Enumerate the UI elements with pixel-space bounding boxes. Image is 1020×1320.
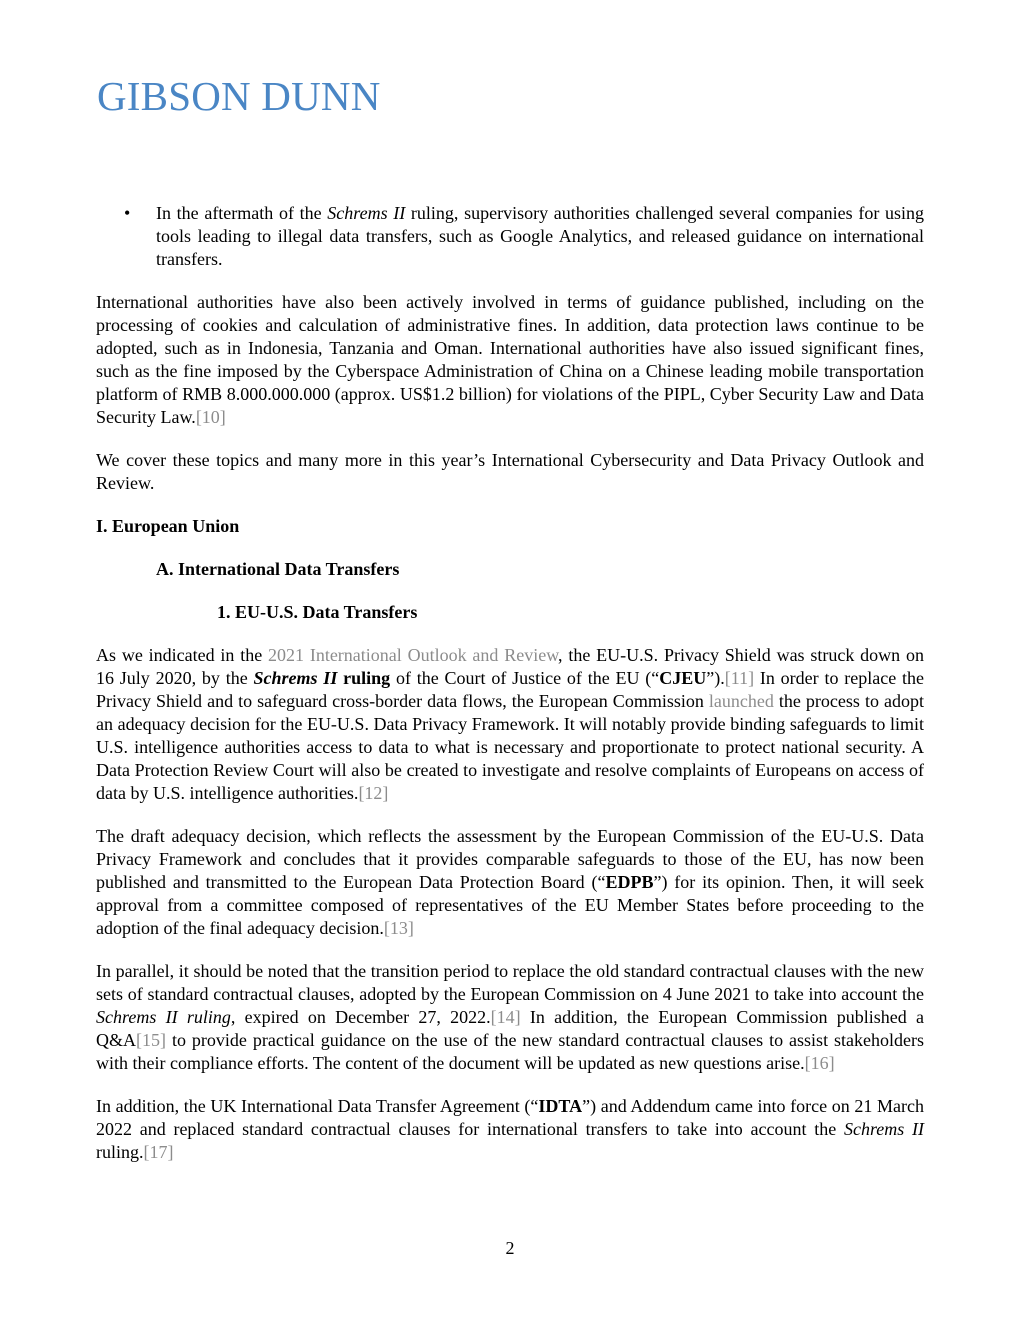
defined-term: EDPB (605, 872, 654, 892)
case-name: Schrems II (253, 668, 338, 688)
paragraph-international-authorities (96, 291, 924, 429)
text-run: , expired on December 27, 2022. (230, 1007, 491, 1027)
text-run: In addition, the European Commission published a Q&A (96, 1007, 924, 1050)
text-run: In order to replace the Privacy Shield and to safeguard cross-border data flows, the European Commission (96, 668, 925, 711)
case-name: Schrems II ruling (96, 1007, 231, 1027)
case-name: Schrems II (327, 203, 406, 223)
document-body (96, 202, 924, 1184)
text-run: In the aftermath of the (156, 203, 328, 223)
text-run: ”) and Addendum came into force on 21 March 2022 and replaced standard contractual clauses for international transfers to take into account the (96, 1096, 925, 1139)
firm-logo: GIBSON DUNN (97, 73, 381, 119)
defined-term: IDTA (538, 1096, 583, 1116)
heading-european-union: I. European Union (96, 516, 240, 536)
paragraph-topics (96, 449, 924, 495)
paragraph-uk-idta (96, 1095, 924, 1164)
footnote-link-11[interactable]: [11] (724, 668, 755, 688)
defined-term: CJEU (659, 668, 707, 688)
text-run: the process to adopt an adequacy decision for the EU-U.S. Data Privacy Framework. It will notably provide binding safeguards to limit U.S. intelligence authorities access to data to what is necessary and proportionate to protect national security. A Data Protection Review Court will also be created to investigate and resolve complaints of Europeans on access of data by U.S. intelligence authorities. (96, 691, 924, 803)
text-run: As we indicated in the (96, 645, 269, 665)
text-run: ”) for its opinion. Then, it will seek approval from a committee composed of representatives of the EU Member States before proceeding to the adoption of the final adequacy decision. (96, 872, 924, 938)
heading-international-data-transfers: A. International Data Transfers (156, 559, 400, 579)
paragraph-privacy-shield (96, 644, 924, 805)
text-run: ”). (706, 668, 725, 688)
text-run: to provide practical guidance on the use of the new standard contractual clauses to assist stakeholders with their compliance efforts. The content of the document will be updated as new questions arise. (96, 1030, 924, 1073)
paragraph-standard-clauses (96, 960, 924, 1075)
footnote-link-10[interactable]: [10] (195, 407, 226, 427)
footnote-link-17[interactable]: [17] (143, 1142, 174, 1162)
bullet-item (96, 202, 924, 271)
launched-link[interactable]: launched (708, 691, 774, 711)
text-run: , the EU-U.S. Privacy Shield was struck down on 16 July 2020, by the (96, 645, 924, 688)
footnote-link-16[interactable]: [16] (804, 1053, 835, 1073)
footnote-link-12[interactable]: [12] (358, 783, 389, 803)
text-run: International authorities have also been actively involved in terms of guidance published, including on the processing of cookies and calculation of administrative fines. In addition, data protection laws continue to be adopted, such as in Indonesia, Tanzania and Oman. International authorities have also issued significant fines, such as the fine imposed by the Cyberspace Administration of China on a Chinese leading mobile transportation platform of RMB 8.000.000.000 (approx. US$1.2 billion) for violations of the PIPL, Cyber Security Law and Data Security Law. (96, 292, 924, 427)
footnote-link-13[interactable]: [13] (383, 918, 414, 938)
bullet-marker: • (124, 203, 131, 223)
paragraph-draft-adequacy (96, 825, 924, 940)
text-run: ruling, supervisory authorities challenged several companies for using tools leading to illegal data transfers, such as Google Analytics, and released guidance on international transfers. (156, 203, 924, 269)
text-run: The draft adequacy decision, which reflects the assessment by the European Commission of the EU-U.S. Data Privacy Framework and concludes that it provides comparable safeguards to those of the EU, has now been published and transmitted to the European Data Protection Board (“ (96, 826, 924, 892)
page-number: 2 (505, 1238, 515, 1258)
case-name: Schrems II (843, 1119, 924, 1139)
footnote-link-15[interactable]: [15] (136, 1030, 166, 1050)
heading-eu-us-data-transfers: 1. EU-U.S. Data Transfers (217, 602, 418, 622)
text-run: In addition, the UK International Data Transfer Agreement (“ (96, 1096, 539, 1116)
outlook-review-link[interactable]: 2021 International Outlook and Review (268, 645, 559, 665)
text-run: In parallel, it should be noted that the transition period to replace the old standard contractual clauses with the new sets of standard contractual clauses, adopted by the European Commission on 4 June 2021 to take into account the (96, 961, 924, 1004)
footnote-link-14[interactable]: [14] (490, 1007, 521, 1027)
text-run: We cover these topics and many more in this year’s International Cybersecurity and Data Privacy Outlook and Review. (96, 450, 924, 493)
text-run: of the Court of Justice of the EU (“ (390, 668, 660, 688)
text-run: ruling (337, 668, 391, 688)
text-run: ruling. (96, 1142, 144, 1162)
